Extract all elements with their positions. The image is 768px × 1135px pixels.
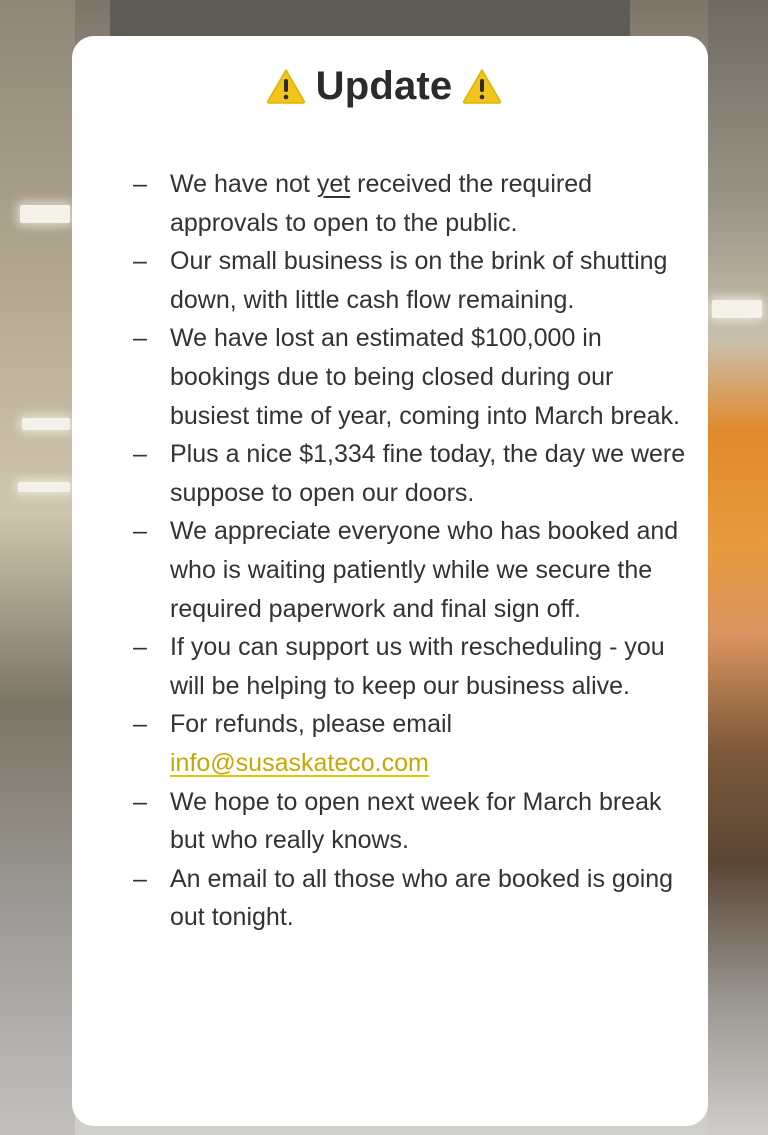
dash-bullet: – <box>133 787 147 816</box>
item-text: An email to all those who are booked is going out tonight. <box>170 864 674 932</box>
item-text-emphasis: yet <box>316 170 351 198</box>
dash-bullet: – <box>133 517 147 546</box>
dash-bullet: – <box>133 864 147 893</box>
background-right-wall <box>708 0 768 1135</box>
ceiling-light <box>18 482 70 492</box>
update-title <box>0 60 768 112</box>
update-list <box>133 165 693 937</box>
list-item <box>133 165 693 242</box>
warning-icon <box>266 68 306 104</box>
item-text: We appreciate everyone who has booked and who is waiting patiently while we secure the required paperwork and final sign off. <box>170 517 679 623</box>
ceiling-light <box>20 205 70 223</box>
background-left-wall <box>0 0 75 1135</box>
item-text: We have lost an estimated $100,000 in bookings due to being closed during our busiest time of year, coming into March break. <box>170 324 680 430</box>
dash-bullet: – <box>133 247 147 276</box>
list-item <box>133 512 693 628</box>
dash-bullet: – <box>133 324 147 353</box>
dash-bullet: – <box>133 440 147 469</box>
item-text: If you can support us with rescheduling - you will be helping to keep our business alive. <box>170 633 665 700</box>
item-text: received the required approvals to open to the public. <box>170 170 593 237</box>
warning-icon <box>462 68 502 104</box>
list-item <box>133 783 693 860</box>
list-item <box>133 628 693 705</box>
refund-email-link[interactable]: info@susaskateco.com <box>170 748 429 777</box>
ceiling-panel <box>110 0 630 36</box>
list-item <box>133 860 693 937</box>
item-text: We hope to open next week for March break but who really knows. <box>170 787 662 855</box>
list-item <box>133 242 693 319</box>
ceiling-light <box>712 300 762 318</box>
ceiling-light <box>22 418 70 430</box>
item-text: We have not <box>170 170 317 198</box>
dash-bullet: – <box>133 633 147 662</box>
list-item <box>133 435 693 512</box>
dash-bullet: – <box>133 710 147 739</box>
list-item <box>133 705 693 782</box>
list-item <box>133 319 693 435</box>
dash-bullet: – <box>133 170 147 198</box>
item-text: For refunds, please email <box>170 710 453 739</box>
page-title: Update <box>315 64 453 108</box>
item-text: Our small business is on the brink of shutting down, with little cash flow remaining. <box>170 247 668 314</box>
item-text: Plus a nice $1,334 fine today, the day we were suppose to open our doors. <box>170 440 686 507</box>
